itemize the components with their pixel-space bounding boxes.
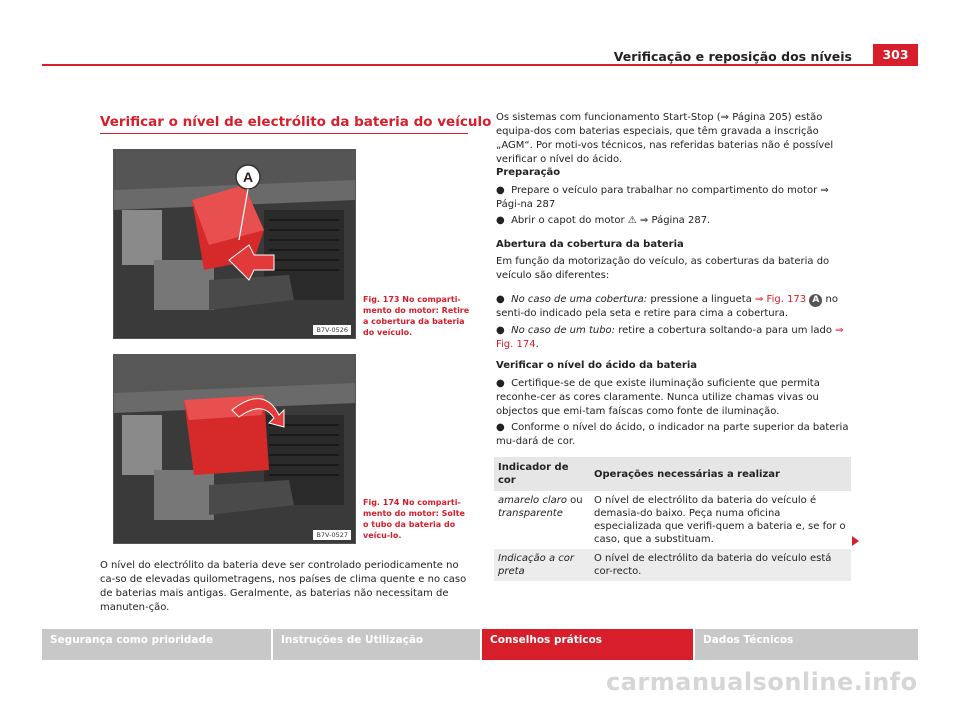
prep-item-2 <box>496 214 851 228</box>
color-indicator-table <box>494 457 851 581</box>
footer-tab-practical-tips[interactable]: Conselhos práticos <box>482 629 693 660</box>
continue-arrow-icon <box>852 536 859 546</box>
bullet-icon: ● <box>496 294 505 305</box>
cover-item-1-text: pressione a lingueta <box>647 294 755 305</box>
cover-item-1 <box>496 293 851 321</box>
bullet-icon: ● <box>496 215 505 226</box>
footer-tab-instructions[interactable]: Instruções de Utilização <box>273 629 480 660</box>
figure-173-photo <box>113 149 356 339</box>
prep-item-text: Abrir o capot do motor ⚠ ⇒ Página 287. <box>511 215 711 226</box>
engine-bay-illustration <box>114 355 355 543</box>
check-item-text: Conforme o nível do ácido, o indicador na parte superior da bateria mu-dará de cor. <box>496 422 849 447</box>
cover-opening-heading: Abertura da cobertura da bateria <box>496 239 684 250</box>
bullet-icon: ● <box>496 185 505 196</box>
table-header-row <box>494 457 851 491</box>
watermark: carmanualsonline.info <box>606 668 918 696</box>
cover-item-2-label: No caso de um tubo: <box>511 325 616 336</box>
check-item-text: Certifique-se de que existe iluminação suficiente que permita reconhe-cer as cores claramente. Nunca utilize chamas vivas ou objectos que emi-tam faíscas como fonte de iluminação. <box>496 378 820 417</box>
column-header: Indicador de cor <box>494 457 590 491</box>
agm-note-paragraph: Os sistemas com funcionamento Start-Stop (⇒ Página 205) estão equipa-dos com baterias especiais, que têm gravada a inscrição „AGM“. Por moti-vos técnicos, nas referidas baterias não é possível verificar o nível do ácido. <box>496 112 834 165</box>
cover-item-1-label: No caso de uma cobertura: <box>511 294 648 305</box>
action-cell: O nível de electrólito da bateria do veículo está cor-recto. <box>590 549 851 581</box>
engine-bay-illustration <box>114 150 355 338</box>
bullet-icon: ● <box>496 378 505 389</box>
footer-tab-safety[interactable]: Segurança como prioridade <box>42 629 271 660</box>
check-item-1 <box>496 377 851 419</box>
cover-item-2-text: retire a cobertura soltando-a para um lado <box>615 325 836 336</box>
table-row <box>494 549 851 581</box>
acid-check-heading: Verificar o nível do ácido da bateria <box>496 360 698 371</box>
callout-a-label: A <box>242 169 254 185</box>
cover-item-2-rest: . <box>535 339 539 350</box>
cover-opening-text: Em função da motorização do veículo, as coberturas da bateria do veículo são diferentes: <box>496 256 830 281</box>
page-number: 303 <box>873 44 918 66</box>
figure-174-caption: Fig. 174 No comparti-mento do motor: Solte o tubo da bateria do veícu-lo. <box>363 498 465 540</box>
running-header-title: Verificação e reposição dos níveis <box>613 49 852 64</box>
bullet-icon: ● <box>496 422 505 433</box>
figure-173-caption: Fig. 173 No comparti-mento do motor: Retire a cobertura da bateria do veículo. <box>363 295 470 337</box>
footer-tab-technical-data[interactable]: Dados Técnicos <box>695 629 918 660</box>
fig-174-link[interactable]: ⇒ Fig. 174 <box>496 325 844 350</box>
prep-item-text: Prepare o veículo para trabalhar no compartimento do motor ⇒ Pági-na 287 <box>496 185 829 210</box>
bullet-icon: ● <box>496 325 505 336</box>
section-rule <box>100 133 468 134</box>
prep-item-1 <box>496 184 851 212</box>
color-cell: amarelo claro ou transparente <box>498 495 583 519</box>
figure-174-photo <box>113 354 356 544</box>
color-cell: Indicação a cor preta <box>494 549 590 581</box>
preparation-heading: Preparação <box>496 167 561 178</box>
fig-173-link[interactable]: ⇒ Fig. 173 <box>755 294 807 305</box>
cover-item-2 <box>496 324 851 352</box>
header-rule <box>42 64 918 66</box>
column-header: Operações necessárias a realizar <box>590 457 851 491</box>
figure-code: B7V-0527 <box>313 530 351 540</box>
table-row <box>494 491 851 549</box>
cover-item-1-rest: no senti-do indicado pela seta e retire para cima a cobertura. <box>496 294 838 319</box>
check-item-2 <box>496 421 851 449</box>
intro-paragraph: O nível do electrólito da bateria deve ser controlado periodicamente no ca-so de elevadas quilometragens, nos países de clima quente e no caso de baterias mais antigas. Geralmente, as baterias não necessitam de manuten-ção. <box>100 560 467 613</box>
callout-a-badge: A <box>809 294 822 307</box>
figure-code: B7V-0526 <box>313 325 351 335</box>
section-title: Verificar o nível de electrólito da bateria do veículo <box>100 114 492 130</box>
action-cell: O nível de electrólito da bateria do veículo é demasia-do baixo. Peça numa oficina especializada que verifi-quem a bateria e, se for o caso, que a substituam. <box>594 495 846 545</box>
